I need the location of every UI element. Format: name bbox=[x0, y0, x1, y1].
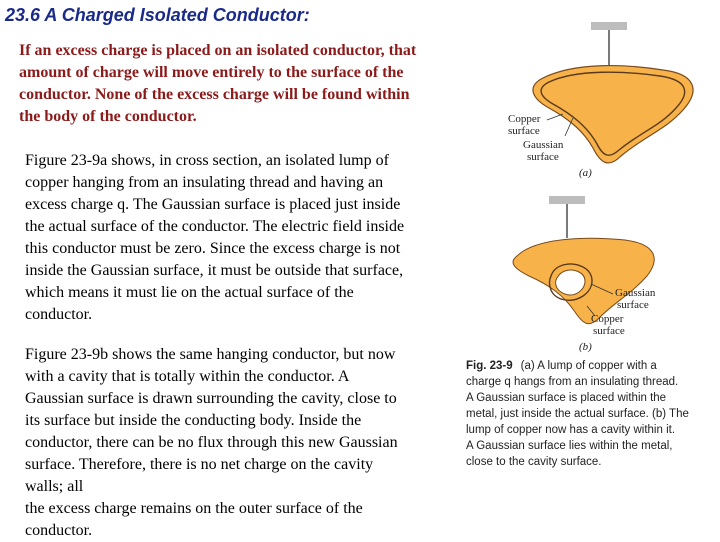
caption-label: Fig. 23-9 bbox=[466, 360, 513, 372]
copper-surface-label: Copper bbox=[591, 313, 624, 325]
intro-line: amount of charge will move entirely to the surface of the bbox=[19, 64, 404, 81]
cavity bbox=[556, 270, 586, 295]
caption-line: A Gaussian surface lies within the metal, bbox=[466, 440, 673, 452]
paragraph-line: the actual surface of the conductor. The electric field inside bbox=[25, 218, 405, 235]
caption-line: A Gaussian surface is placed within the bbox=[466, 392, 667, 404]
figure-caption bbox=[466, 358, 720, 470]
thread-support bbox=[591, 22, 627, 30]
paragraph-line: conductor, there can be no flux through this new Gaussian bbox=[25, 434, 398, 451]
paragraph-line: copper hanging from an insulating thread and having an bbox=[25, 174, 384, 191]
gaussian-surface-label: surface bbox=[527, 151, 559, 163]
copper-pointer bbox=[547, 114, 563, 120]
paragraph-line: conductor. bbox=[25, 522, 93, 539]
gaussian-surface-label: Gaussian bbox=[615, 287, 656, 299]
copper-surface-label: Copper bbox=[508, 113, 541, 125]
caption-line: charge q hangs from an insulating thread. bbox=[466, 376, 679, 388]
paragraph-line: which means it must lie on the actual surface of the bbox=[25, 284, 354, 301]
paragraph-line: surface. Therefore, there is no net charge on the cavity bbox=[25, 456, 374, 473]
intro-line: conductor. None of the excess charge will be found within bbox=[19, 86, 410, 103]
paragraph-line: this conductor must be zero. Since the excess charge is not bbox=[25, 240, 401, 257]
caption-line: lump of copper now has a cavity within it. bbox=[466, 424, 676, 436]
paragraph-figure-b bbox=[25, 344, 465, 542]
paragraph-line: its surface but inside the conducting body. Inside the bbox=[25, 412, 362, 429]
copper-surface-label: surface bbox=[508, 125, 540, 137]
gaussian-surface-label: surface bbox=[617, 299, 649, 311]
paragraph-line: excess charge q. The Gaussian surface is placed just inside bbox=[25, 196, 401, 213]
paragraph-line: Gaussian surface is drawn surrounding the cavity, close to bbox=[25, 390, 397, 407]
paragraph-line: conductor. bbox=[25, 306, 93, 323]
copper-surface-label: surface bbox=[593, 325, 625, 337]
caption-text: (a) A lump of copper with a bbox=[520, 360, 657, 372]
paragraph-line: inside the Gaussian surface, it must be outside that surface, bbox=[25, 262, 404, 279]
gaussian-surface-label: Gaussian bbox=[523, 139, 564, 151]
caption-line: metal, just inside the actual surface. (b) The bbox=[466, 408, 689, 420]
caption-line: close to the cavity surface. bbox=[466, 456, 602, 468]
paragraph-line: with a cavity that is totally within the conductor. A bbox=[25, 368, 350, 385]
paragraph-line: the excess charge remains on the outer surface of the bbox=[25, 500, 363, 517]
paragraph-line: Figure 23-9b shows the same hanging conductor, but now bbox=[25, 346, 396, 363]
figure-b bbox=[505, 190, 720, 355]
intro-line: the body of the conductor. bbox=[19, 108, 197, 125]
paragraph-line: walls; all bbox=[25, 478, 84, 495]
figure-a bbox=[505, 18, 720, 183]
thread-support bbox=[549, 196, 585, 204]
section-title: 23.6 A Charged Isolated Conductor: bbox=[5, 5, 310, 25]
paragraph-line: Figure 23-9a shows, in cross section, an isolated lump of bbox=[25, 152, 389, 169]
figure-a-tag: (a) bbox=[579, 167, 592, 179]
paragraph-figure-a bbox=[25, 150, 465, 326]
figure-b-tag: (b) bbox=[579, 341, 592, 353]
caption-line bbox=[466, 358, 720, 374]
intro-line: If an excess charge is placed on an isolated conductor, that bbox=[19, 42, 417, 59]
intro-paragraph bbox=[19, 40, 474, 128]
